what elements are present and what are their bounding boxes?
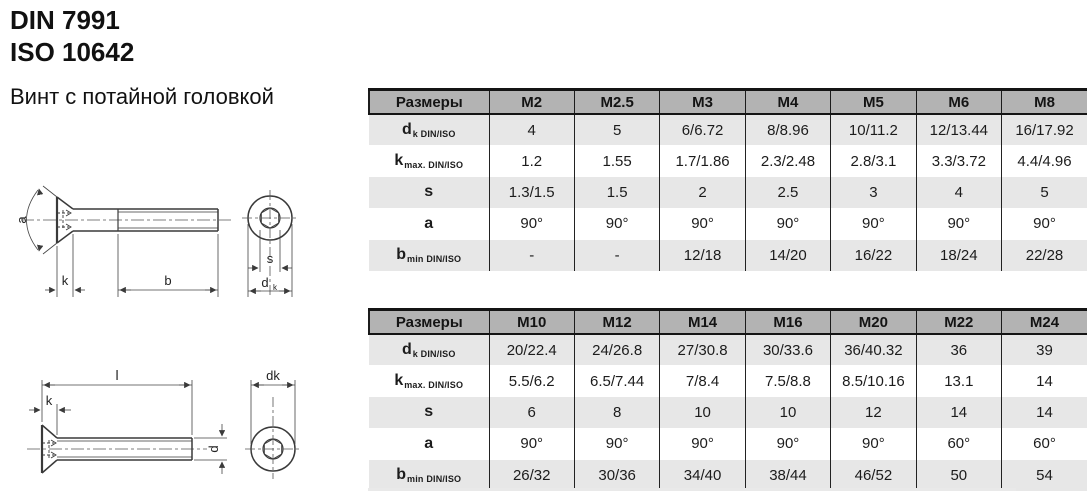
dimension-head-height-k bbox=[29, 404, 71, 435]
value-cell: 30/33.6 bbox=[745, 334, 830, 365]
table-row bbox=[369, 114, 1087, 145]
value-cell: 7/8.4 bbox=[660, 365, 745, 396]
column-header: M2 bbox=[489, 90, 574, 115]
value-cell: 38/44 bbox=[745, 460, 830, 491]
size-table-m10-m24 bbox=[368, 308, 1087, 491]
value-cell: 90° bbox=[574, 428, 659, 459]
table-row bbox=[369, 240, 1087, 271]
standard-din: DIN 7991 bbox=[10, 5, 120, 35]
value-cell: 90° bbox=[574, 208, 659, 239]
label-k: k bbox=[61, 273, 69, 288]
dimension-length-l bbox=[42, 380, 192, 435]
value-cell: 8.5/10.16 bbox=[831, 365, 916, 396]
value-cell: 90° bbox=[489, 208, 574, 239]
value-cell: 7.5/8.8 bbox=[745, 365, 830, 396]
table-row bbox=[369, 208, 1087, 239]
label-d: d bbox=[206, 445, 221, 453]
title-block bbox=[10, 4, 134, 68]
value-cell: 27/30.8 bbox=[660, 334, 745, 365]
label-dk-main: d bbox=[261, 275, 269, 290]
value-cell: 10 bbox=[660, 397, 745, 428]
value-cell: 4.4/4.96 bbox=[1002, 145, 1087, 176]
column-header: M24 bbox=[1002, 310, 1087, 335]
value-cell: 90° bbox=[489, 428, 574, 459]
screw-drawing-partial-thread bbox=[5, 150, 345, 302]
value-cell: 8/8.96 bbox=[745, 114, 830, 145]
label-angle-a: a bbox=[14, 216, 29, 224]
screw-drawing-full-thread bbox=[5, 352, 345, 500]
row-label: s bbox=[424, 403, 434, 421]
value-cell: 14 bbox=[1002, 365, 1087, 396]
value-cell: 90° bbox=[831, 428, 916, 459]
value-cell: 90° bbox=[831, 208, 916, 239]
value-cell: 6 bbox=[489, 397, 574, 428]
scan-artifact-line bbox=[368, 488, 1016, 491]
label-s: s bbox=[266, 251, 274, 266]
row-label: a bbox=[424, 214, 434, 232]
label-l: l bbox=[115, 367, 119, 383]
standard-iso: ISO 10642 bbox=[10, 37, 135, 67]
value-cell: 14/20 bbox=[745, 240, 830, 271]
value-cell: 4 bbox=[489, 114, 574, 145]
value-cell: 90° bbox=[745, 428, 830, 459]
header-row bbox=[369, 90, 1087, 115]
value-cell: 36/40.32 bbox=[831, 334, 916, 365]
value-cell: 2.8/3.1 bbox=[831, 145, 916, 176]
row-label: dk DIN/ISO bbox=[401, 341, 456, 360]
value-cell: 30/36 bbox=[574, 460, 659, 491]
label-k: k bbox=[45, 393, 53, 408]
value-cell: 13.1 bbox=[916, 365, 1001, 396]
value-cell: 26/32 bbox=[489, 460, 574, 491]
column-header: M12 bbox=[574, 310, 659, 335]
value-cell: 90° bbox=[660, 208, 745, 239]
value-cell: 14 bbox=[1002, 397, 1087, 428]
value-cell: 3.3/3.72 bbox=[916, 145, 1001, 176]
column-header: Размеры bbox=[369, 310, 489, 335]
value-cell: 46/52 bbox=[831, 460, 916, 491]
value-cell: 10/11.2 bbox=[831, 114, 916, 145]
value-cell: 2.3/2.48 bbox=[745, 145, 830, 176]
value-cell: 20/22.4 bbox=[489, 334, 574, 365]
header-row bbox=[369, 310, 1087, 335]
value-cell: 36 bbox=[916, 334, 1001, 365]
row-label: kmax. DIN/ISO bbox=[394, 152, 464, 171]
table-row bbox=[369, 428, 1087, 459]
value-cell: 60° bbox=[1002, 428, 1087, 459]
value-cell: 39 bbox=[1002, 334, 1087, 365]
value-cell: 1.5 bbox=[574, 177, 659, 208]
value-cell: 2 bbox=[660, 177, 745, 208]
row-label: a bbox=[424, 434, 434, 452]
value-cell: 10 bbox=[745, 397, 830, 428]
column-header: M16 bbox=[745, 310, 830, 335]
value-cell: 90° bbox=[660, 428, 745, 459]
column-header: M4 bbox=[745, 90, 830, 115]
value-cell: 5 bbox=[574, 114, 659, 145]
table-row bbox=[369, 397, 1087, 428]
value-cell: 22/28 bbox=[1002, 240, 1087, 271]
value-cell: 16/17.92 bbox=[1002, 114, 1087, 145]
value-cell: 6/6.72 bbox=[660, 114, 745, 145]
column-header: M3 bbox=[660, 90, 745, 115]
value-cell: 12/18 bbox=[660, 240, 745, 271]
value-cell: - bbox=[574, 240, 659, 271]
column-header: M5 bbox=[831, 90, 916, 115]
value-cell: 5.5/6.2 bbox=[489, 365, 574, 396]
column-header: M10 bbox=[489, 310, 574, 335]
value-cell: 24/26.8 bbox=[574, 334, 659, 365]
value-cell: 5 bbox=[1002, 177, 1087, 208]
value-cell: 3 bbox=[831, 177, 916, 208]
column-header: M6 bbox=[916, 90, 1001, 115]
value-cell: 18/24 bbox=[916, 240, 1001, 271]
value-cell: 60° bbox=[916, 428, 1001, 459]
row-label: s bbox=[424, 183, 434, 201]
table-row bbox=[369, 145, 1087, 176]
value-cell: 4 bbox=[916, 177, 1001, 208]
value-cell: - bbox=[489, 240, 574, 271]
label-b: b bbox=[164, 273, 172, 288]
value-cell: 12 bbox=[831, 397, 916, 428]
column-header: Размеры bbox=[369, 90, 489, 115]
label-dk: dk bbox=[266, 368, 280, 383]
column-header: M14 bbox=[660, 310, 745, 335]
row-label: bmin DIN/ISO bbox=[396, 466, 462, 485]
value-cell: 90° bbox=[1002, 208, 1087, 239]
product-name: Винт с потайной головкой bbox=[10, 84, 274, 109]
value-cell: 1.55 bbox=[574, 145, 659, 176]
value-cell: 90° bbox=[916, 208, 1001, 239]
column-header: M22 bbox=[916, 310, 1001, 335]
size-table-m2-m8 bbox=[368, 88, 1087, 271]
table-row bbox=[369, 460, 1087, 491]
label-dk-sub: k bbox=[273, 283, 277, 292]
table-row bbox=[369, 334, 1087, 365]
column-header: M2.5 bbox=[574, 90, 659, 115]
column-header: M8 bbox=[1002, 90, 1087, 115]
value-cell: 54 bbox=[1002, 460, 1087, 491]
value-cell: 90° bbox=[745, 208, 830, 239]
value-cell: 14 bbox=[916, 397, 1001, 428]
value-cell: 8 bbox=[574, 397, 659, 428]
row-label: kmax. DIN/ISO bbox=[394, 372, 464, 391]
value-cell: 6.5/7.44 bbox=[574, 365, 659, 396]
value-cell: 34/40 bbox=[660, 460, 745, 491]
row-label: bmin DIN/ISO bbox=[396, 246, 462, 265]
value-cell: 2.5 bbox=[745, 177, 830, 208]
table-row bbox=[369, 177, 1087, 208]
row-label: dk DIN/ISO bbox=[401, 121, 456, 140]
column-header: M20 bbox=[831, 310, 916, 335]
value-cell: 16/22 bbox=[831, 240, 916, 271]
value-cell: 50 bbox=[916, 460, 1001, 491]
value-cell: 1.2 bbox=[489, 145, 574, 176]
value-cell: 12/13.44 bbox=[916, 114, 1001, 145]
value-cell: 1.3/1.5 bbox=[489, 177, 574, 208]
table-row bbox=[369, 365, 1087, 396]
value-cell: 1.7/1.86 bbox=[660, 145, 745, 176]
